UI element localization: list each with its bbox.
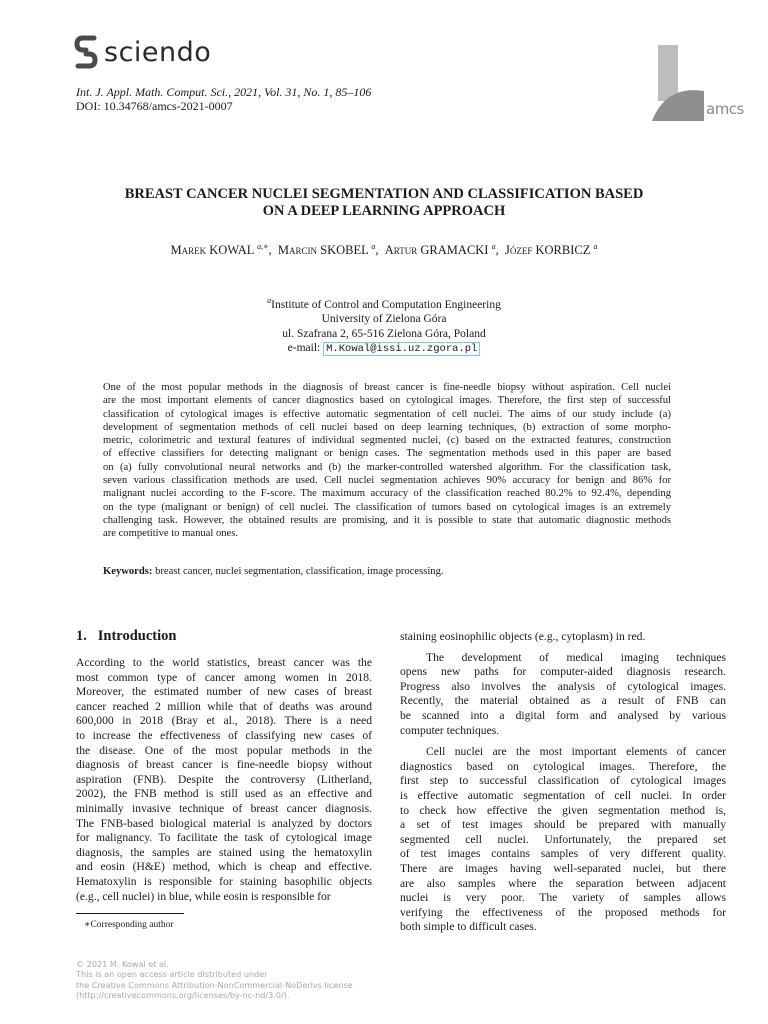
body-line: nuclei is very poor. The variety of samples allows [400, 891, 726, 905]
author-first-name: Józef [504, 243, 533, 258]
sciendo-logo[interactable] [74, 34, 211, 70]
institute-name: Institute of Control and Computation Engineering [271, 298, 501, 311]
footnote-rule [76, 913, 184, 914]
author [505, 243, 598, 257]
paragraph [400, 745, 726, 935]
body-line: and eosin (H&E) method, which is cheap and effective. [76, 860, 372, 874]
author-affiliation-mark: a [593, 242, 598, 251]
abstract-line: are the most important elements of cancer diagnostics based on cytological images. Therefore, the first step of successful [103, 395, 671, 407]
body-line: The development of medical imaging techniques [426, 650, 726, 664]
abstract-line: of effective classifiers for detecting malignant or benign cases. The segmentation methods used in this paper are based [103, 448, 671, 460]
author-affiliation-mark: a [371, 242, 376, 251]
body-line: segmented cell nuclei. Unfortunately, the prepared set [400, 832, 726, 846]
body-line: to increase the effectiveness of classifying new cases of [76, 728, 372, 742]
body-line: (e.g., cell nuclei) in blue, while eosin is responsible for [76, 889, 331, 903]
abstract-line: One of the most popular methods in the diagnosis of breast cancer is fine-needle biopsy without aspiration. Cell nuclei [103, 382, 671, 393]
abstract-line: seven various classification methods are used. Cell nuclei segmentation achieves 90% accuracy for benign and 86% for [103, 475, 671, 487]
amcs-logo-icon [652, 45, 704, 121]
body-line: opens new paths for computer-aided diagnosis research. [400, 665, 726, 679]
body-line: diagnosis, the samples are stained using the hematoxylin [76, 845, 372, 859]
affiliation-institute [160, 294, 608, 312]
author [171, 243, 269, 257]
email-link[interactable]: M.Kowal@issi.uz.zgora.pl [323, 342, 480, 356]
author [385, 243, 496, 257]
abstract [103, 381, 671, 541]
body-line: a set of test images should be prepared with manually [400, 818, 726, 832]
affiliation-mark: a [267, 296, 272, 305]
body-line: Cell nuclei are the most important elements of cancer [426, 745, 726, 759]
author [278, 243, 376, 257]
author-last-name: KOWAL [209, 243, 254, 258]
license-line: © 2021 M. Kowal et al. [76, 959, 169, 969]
body-line: Moreover, the estimated number of new cases of breast [76, 685, 372, 699]
paragraph [400, 651, 726, 739]
body-line: are also samples where the separation between adjacent [400, 876, 726, 890]
body-line: Recently, the material obtained as a result of FNB can [400, 694, 726, 708]
author-affiliation-mark: a [491, 242, 496, 251]
body-line: both simple to difficult cases. [400, 920, 537, 934]
abstract-line: malignant nuclei according to the F-score. The maximum accuracy of the classification reached 80.2% to 92.4%, depending [103, 488, 671, 500]
body-line: cancer reached 2 million while that of deaths was around [76, 699, 372, 713]
affiliation-address: ul. Szafrana 2, 65-516 Zielona Góra, Poland [282, 327, 486, 340]
body-line: most common type of cancer among women in 2018. [76, 670, 372, 684]
body-line: of test images contains samples of very different quality. [400, 847, 726, 861]
sciendo-s-icon [74, 35, 98, 69]
body-line: 2002), the FNB method is still used as an effective and [76, 787, 372, 801]
abstract-line: classification of cytological images is effective automatic segmentation of cell nuclei. The aims of our study include (a) [103, 408, 671, 420]
body-line: 600,000 in 2018 (Bray et al., 2018). There is a need [76, 714, 372, 728]
abstract-line: development of segmentation methods of cell nuclei based on deep learning techniques, (b) extraction of some morpho- [103, 421, 671, 433]
license-notice [76, 959, 353, 1001]
body-line: minimally invasive technique of breast cancer diagnosis. [76, 801, 372, 815]
body-line: the disease. One of the most popular methods in the [76, 743, 372, 757]
body-line: The FNB-based biological material is analyzed by doctors [76, 816, 372, 830]
author-last-name: GRAMACKI [420, 243, 489, 258]
right-column [400, 630, 726, 935]
body-line: According to the world statistics, breast cancer was the [76, 656, 372, 669]
license-link[interactable]: (http://creativecommons.org/licenses/by-nc-nd/3.0/). [76, 990, 290, 1001]
section-heading: 1. Introduction [76, 628, 177, 644]
keywords [103, 566, 671, 577]
body-line: diagnosis of breast cancer is fine-needle biopsy without [76, 758, 372, 772]
author-last-name: KORBICZ [535, 243, 591, 258]
body-line: computer techniques. [400, 723, 500, 737]
body-line: verifying the effectiveness of the proposed methods for [400, 905, 726, 919]
abstract-line: challenging task. However, the obtained results are promising, and it is possible to state that automatic diagnostic methods [103, 514, 671, 526]
body-line: aspiration (FNB). Despite the controversy (Litherland, [76, 772, 372, 786]
body-line: is effective automatic segmentation of cell nuclei. In order [400, 788, 726, 802]
body-line: Hematoxylin is responsible for staining basophilic objects [76, 874, 372, 888]
keywords-label: Keywords: [103, 566, 153, 577]
affiliation-block [160, 294, 608, 357]
author-first-name: Artur [384, 243, 418, 258]
journal-citation: Int. J. Appl. Math. Comput. Sci., 2021, Vol. 31, No. 1, 85–106 [76, 85, 372, 99]
author-list: Marek KOWAL $^{a,∗}$, Marcin SKOBEL $^a$, Artur GRAMACKI $^a$, Józef KORBICZ $^a$ [170, 242, 598, 258]
footnote: ∗Corresponding author [84, 920, 174, 930]
body-line: diagnostics based on cytological images. Therefore, the [400, 759, 726, 773]
body-line: for malignancy. To facilitate the task of cytological image [76, 831, 372, 845]
author-first-name: Marek [170, 243, 207, 258]
body-line: staining eosinophilic objects (e.g., cytoplasm) in red. [400, 630, 646, 643]
keywords-text: breast cancer, nuclei segmentation, classification, image processing. [155, 566, 444, 577]
license-line: This is an open access article distributed under [76, 969, 268, 980]
license-line: the Creative Commons Attribution-NonCommercial-NoDerivs license [76, 979, 353, 990]
email-label: e-mail: [287, 342, 321, 355]
author-first-name: Marcin [277, 243, 317, 258]
abstract-line: on the type (malignant or benign) of cell nuclei. The classification of tumors based on cytological images is an extremely [103, 501, 671, 513]
amcs-brand-text: amcs [706, 100, 744, 118]
abstract-line: metric, colorimetric and textural features of individual segmented nuclei, (c) based on the extracted features, construction [103, 435, 671, 447]
title-line: ON A DEEP LEARNING APPROACH [262, 203, 506, 219]
abstract-line: are competitive to manual ones. [103, 528, 239, 540]
affiliation-email-line [160, 341, 608, 357]
abstract-line: on (a) fully convolutional neural networks and (b) the marker-controlled watershed algorithm. For the classification task, [103, 461, 671, 473]
body-line: first step to successful classification of cytological images [400, 774, 726, 788]
body-line: to check how effective the given segmentation method is, [400, 803, 726, 817]
title-line: BREAST CANCER NUCLEI SEGMENTATION AND CLASSIFICATION BASED [124, 186, 644, 202]
affiliation-university: University of Zielona Góra [321, 313, 447, 326]
author-last-name: SKOBEL [320, 243, 369, 258]
sciendo-brand-text: sciendo [104, 36, 212, 68]
body-line: Progress also involves the analysis of cytological images. [400, 679, 726, 693]
author-affiliation-mark: a,∗ [257, 242, 269, 251]
left-column [76, 656, 372, 904]
paper-title [60, 186, 708, 220]
body-line: be scanned into a digital form and analysed by various [400, 708, 726, 722]
doi: DOI: 10.34768/amcs-2021-0007 [76, 99, 233, 113]
body-line: There are images having well-separated nuclei, but there [400, 861, 726, 875]
